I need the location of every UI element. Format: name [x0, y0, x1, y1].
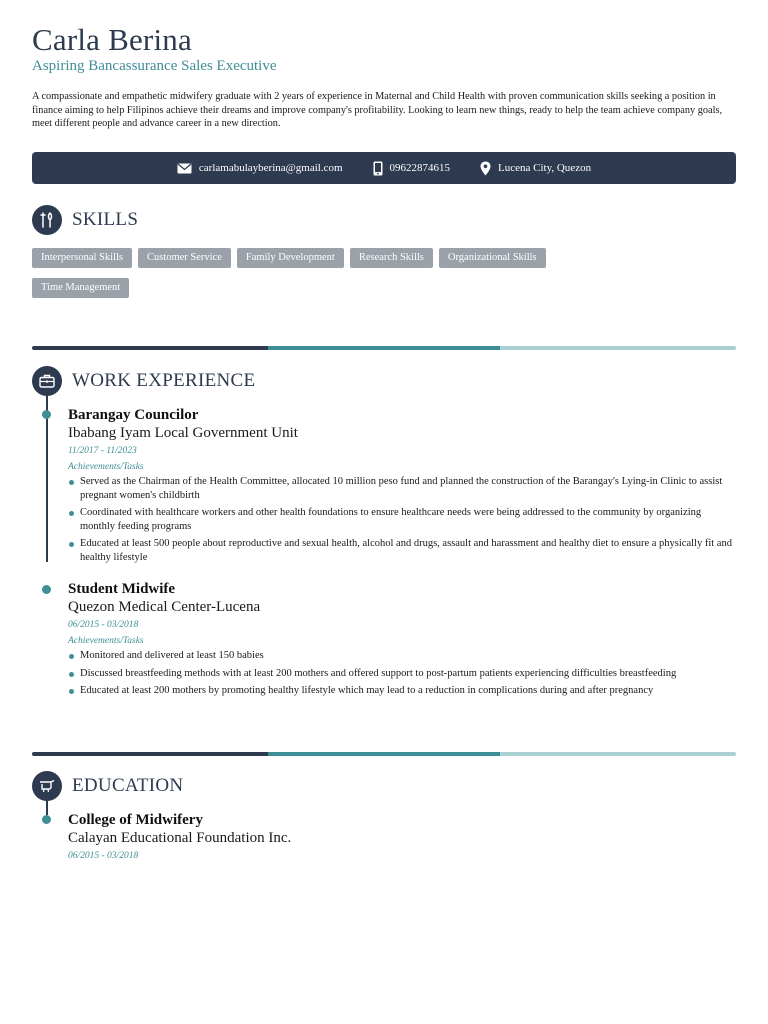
skill-tag: Customer Service: [138, 248, 231, 268]
skill-tag: Time Management: [32, 278, 129, 298]
achievements-label: Achievements/Tasks: [68, 462, 144, 472]
timeline-dot: [42, 585, 51, 594]
section-divider: [32, 752, 736, 756]
employer: Ibabang Iyam Local Government Unit: [68, 425, 298, 441]
graduation-cap-icon: [32, 771, 62, 801]
contact-phone[interactable]: [373, 161, 451, 176]
skill-tag: Research Skills: [350, 248, 433, 268]
skill-tag: Family Development: [237, 248, 344, 268]
contact-email[interactable]: [177, 162, 343, 174]
work-entry: [68, 406, 738, 569]
work-timeline-line: [46, 396, 48, 562]
achievement-list: [68, 475, 738, 565]
achievement-item: Educated at least 200 mothers by promoting healthy lifestyle which may lead to a reduction in complications during and after pregnancy: [68, 684, 738, 698]
education-section-header: [32, 771, 183, 801]
candidate-title: Aspiring Bancassurance Sales Executive: [32, 58, 277, 74]
map-pin-icon: [480, 161, 491, 176]
job-title: Student Midwife: [68, 581, 176, 597]
employer: Quezon Medical Center-Lucena: [68, 599, 261, 615]
section-divider: [32, 346, 736, 350]
skills-heading: SKILLS: [72, 209, 139, 230]
skills-section-header: [32, 205, 138, 235]
achievement-item: Coordinated with healthcare workers and other health foundations to ensure healthcare needs were being addressed to the community by organizing monthly feeding programs: [68, 506, 738, 533]
briefcase-icon: [32, 366, 62, 396]
education-entry: [68, 811, 738, 862]
contact-location: [480, 161, 591, 176]
education-dates: 06/2015 - 03/2018: [68, 851, 139, 861]
timeline-dot: [42, 815, 51, 824]
job-dates: 11/2017 - 11/2023: [68, 446, 137, 456]
skills-list: [32, 248, 632, 298]
education-timeline-line: [46, 801, 48, 815]
skill-tag: Organizational Skills: [439, 248, 546, 268]
contact-bar: [32, 152, 736, 184]
job-title: Barangay Councilor: [68, 407, 199, 423]
achievements-label: Achievements/Tasks: [68, 636, 144, 646]
job-dates: 06/2015 - 03/2018: [68, 620, 139, 630]
achievement-item: Educated at least 500 people about reproductive and sexual health, alcohol and drugs, assault and harassment and healthy diet to ensure a physically fit and healthy lifestyle: [68, 537, 738, 564]
envelope-icon: [177, 163, 192, 174]
school: Calayan Educational Foundation Inc.: [68, 830, 292, 846]
work-section-header: [32, 366, 255, 396]
education-heading: EDUCATION: [72, 775, 184, 796]
degree: College of Midwifery: [68, 812, 203, 828]
work-heading: WORK EXPERIENCE: [72, 370, 256, 391]
mobile-phone-icon: [373, 161, 383, 176]
achievement-item: Discussed breastfeeding methods with at least 200 mothers and offered support to post-partum patients experiencing difficulties breastfeeding: [68, 667, 738, 681]
work-entry: [68, 580, 738, 702]
skill-tag: Interpersonal Skills: [32, 248, 132, 268]
achievement-item: Monitored and delivered at least 150 babies: [68, 649, 738, 663]
email-text: carlamabulayberina@gmail.com: [198, 162, 343, 174]
achievement-item: Served as the Chairman of the Health Committee, allocated 10 million peso fund and planned the construction of the Barangay's Lying-in Clinic to assist pregnant women's childbirth: [68, 475, 738, 502]
skills-icon: [32, 205, 62, 235]
timeline-dot: [42, 410, 51, 419]
phone-text: 09622874615: [389, 162, 451, 174]
achievement-list: [68, 649, 738, 698]
location-text: Lucena City, Quezon: [498, 162, 592, 174]
candidate-name: Carla Berina: [32, 22, 192, 57]
summary-paragraph: A compassionate and empathetic midwifery graduate with 2 years of experience in Maternal and Child Health with proven communication skills seeking a position in finance aiming to help Filipinos achieve their dreams and improve company's profitability. Looking to learn new things, ready to help the team achieve company goals, meet different people and advance career in a new direction.: [32, 91, 723, 129]
